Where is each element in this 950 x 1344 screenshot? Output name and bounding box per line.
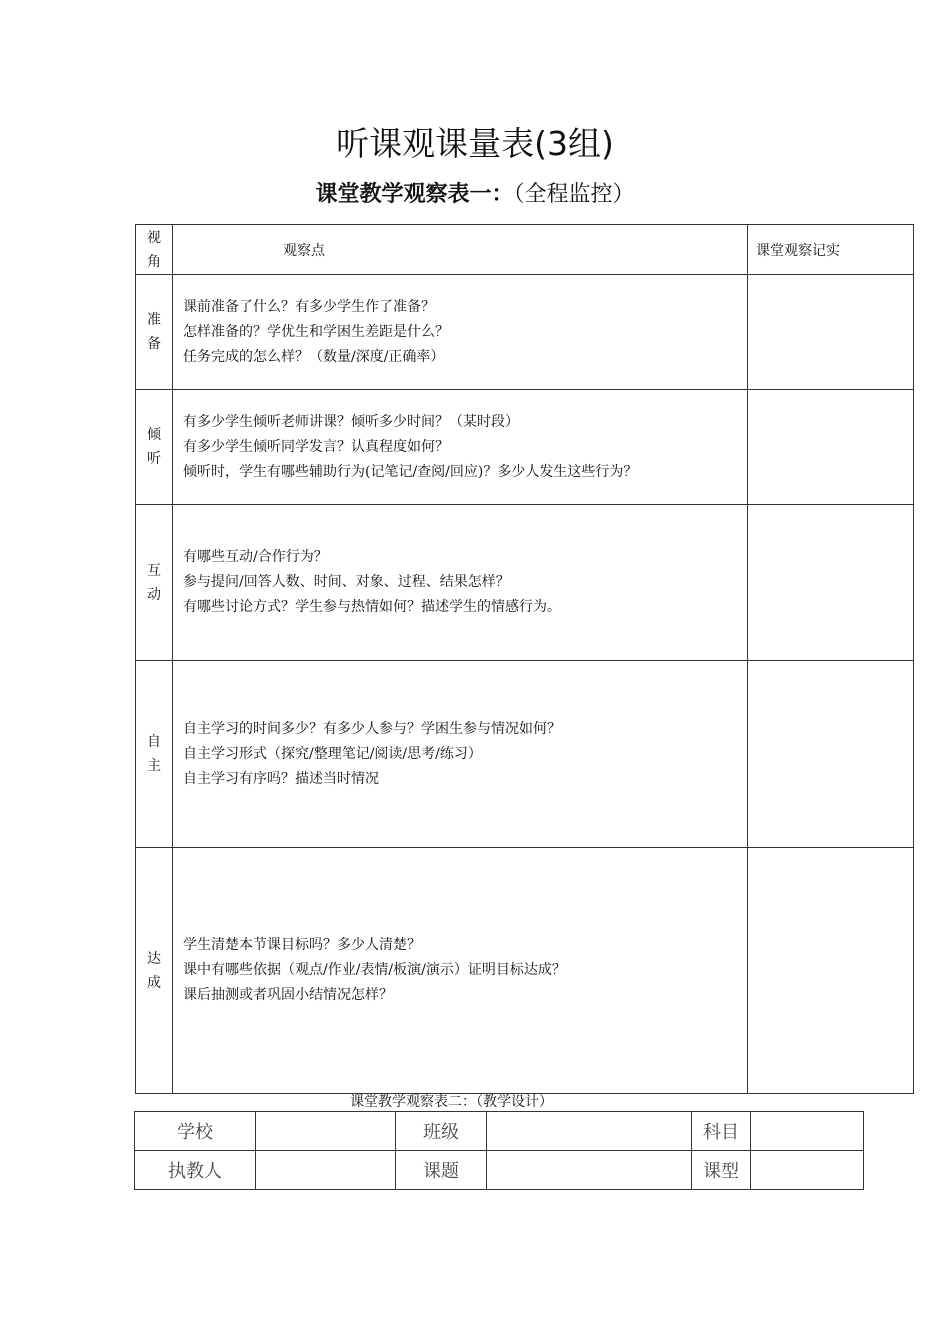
table2-title: 课堂教学观察表二：（教学设计） xyxy=(350,1094,553,1110)
view-label: 倾 听 xyxy=(136,390,173,505)
design-row-1 xyxy=(135,1112,864,1151)
observation-points: 课前准备了什么？有多少学生作了准备？ 怎样准备的？学优生和学困生差距是什么？ 任务完成的怎么样？（数量/深度/正确率） xyxy=(173,275,748,390)
header-view-cell: 视 角 xyxy=(136,225,173,275)
lesson-type-label: 课型 xyxy=(692,1151,751,1190)
table1-subtitle-note: （全程监控） xyxy=(513,182,635,207)
row-listening xyxy=(136,390,914,505)
record-cell[interactable] xyxy=(748,390,914,505)
teacher-field[interactable] xyxy=(256,1151,396,1190)
row-achievement xyxy=(136,848,914,1094)
row-preparation xyxy=(136,275,914,390)
header-record: 课堂观察记实 xyxy=(748,225,914,275)
design-table xyxy=(134,1111,864,1190)
lesson-type-field[interactable] xyxy=(751,1151,864,1190)
header-points: 观察点 xyxy=(173,225,748,275)
class-label: 班级 xyxy=(396,1112,487,1151)
table1-subtitle xyxy=(0,180,950,210)
design-row-2 xyxy=(135,1151,864,1190)
teacher-label: 执教人 xyxy=(135,1151,256,1190)
page-title: 听课观课量表(3组) xyxy=(336,124,614,163)
observation-table xyxy=(135,224,914,1094)
subject-label: 科目 xyxy=(692,1112,751,1151)
record-cell[interactable] xyxy=(748,848,914,1094)
view-label: 准 备 xyxy=(136,275,173,390)
view-label: 自 主 xyxy=(136,661,173,848)
observation-points: 有多少学生倾听老师讲课？倾听多少时间？（某时段） 有多少学生倾听同学发言？认真程度如何？ 倾听时，学生有哪些辅助行为(记笔记/查阅/回应)？多少人发生这些行为？ xyxy=(173,390,748,505)
view-label: 达 成 xyxy=(136,848,173,1094)
table1-subtitle-main: 课堂教学观察表一： xyxy=(315,182,514,207)
view-label: 互 动 xyxy=(136,505,173,661)
record-cell[interactable] xyxy=(748,505,914,661)
school-field[interactable] xyxy=(256,1112,396,1151)
observation-points: 有哪些互动/合作行为？ 参与提问/回答人数、时间、对象、过程、结果怎样？ 有哪些讨论方式？学生参与热情如何？描述学生的情感行为。 xyxy=(173,505,748,661)
class-field[interactable] xyxy=(487,1112,692,1151)
record-cell[interactable] xyxy=(748,661,914,848)
record-cell[interactable] xyxy=(748,275,914,390)
observation-points: 自主学习的时间多少？有多少人参与？学困生参与情况如何？ 自主学习形式（探究/整理笔记/阅读/思考/练习） 自主学习有序吗？描述当时情况 xyxy=(173,661,748,848)
observation-points: 学生清楚本节课目标吗？多少人清楚？ 课中有哪些依据（观点/作业/表情/板演/演示）证明目标达成？ 课后抽测或者巩固小结情况怎样？ xyxy=(173,848,748,1094)
row-interaction xyxy=(136,505,914,661)
school-label: 学校 xyxy=(135,1112,256,1151)
subject-field[interactable] xyxy=(751,1112,864,1151)
topic-field[interactable] xyxy=(487,1151,692,1190)
row-self-study xyxy=(136,661,914,848)
observation-header-row xyxy=(136,225,914,275)
topic-label: 课题 xyxy=(396,1151,487,1190)
